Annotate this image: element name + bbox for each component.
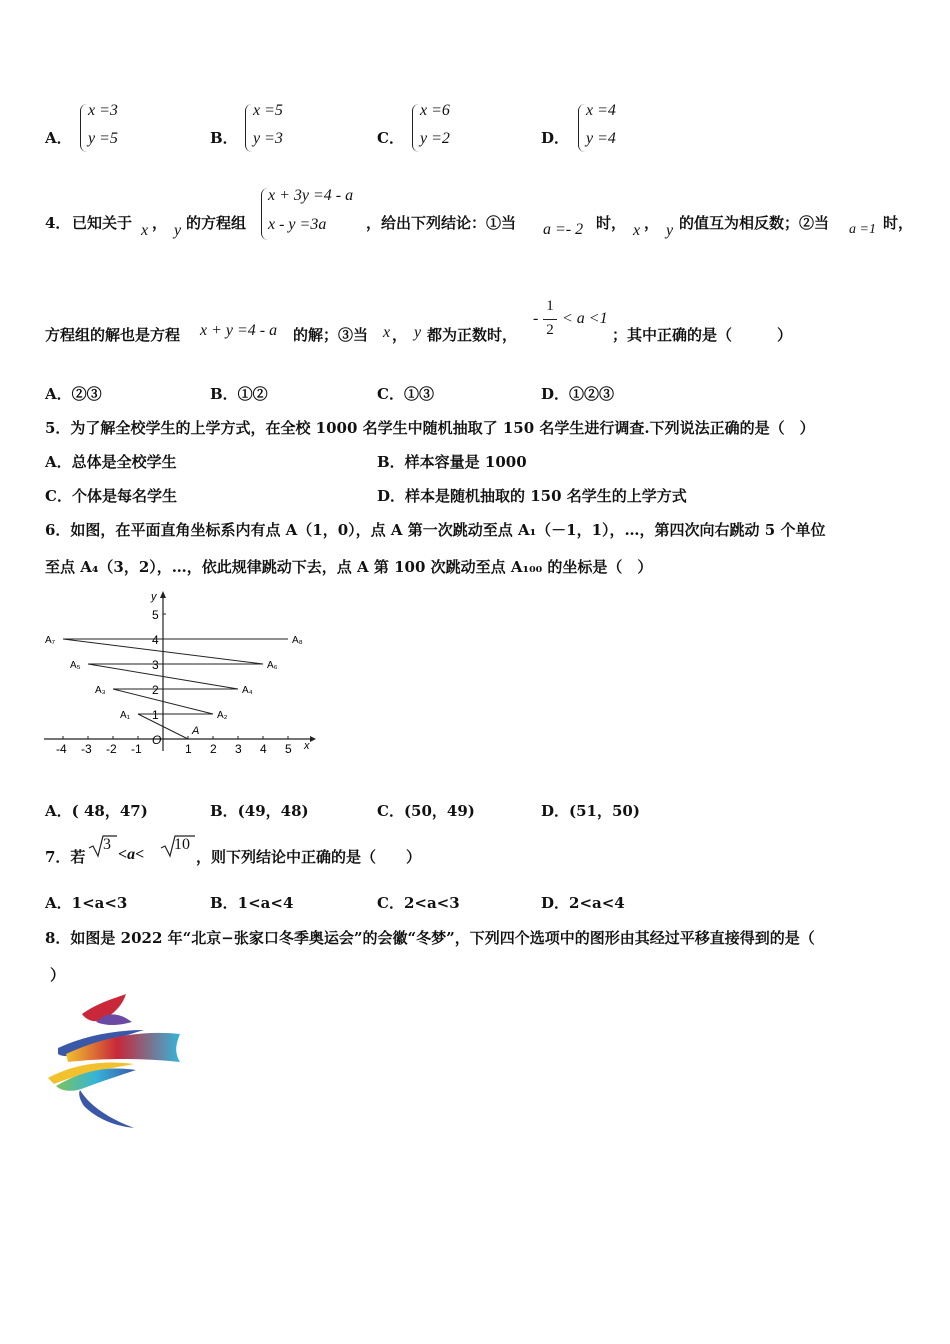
q4-ineq-num: 1 [546,298,554,314]
x-tick-label: -4 [56,742,67,756]
q4-line2-c: 都为正数时， [427,326,518,344]
q3-b-y: y =3 [253,130,283,147]
q4-cond2: a =1 [849,222,876,237]
q3-b-x: x =5 [253,102,283,119]
q8-line1: 8．如图是 2022 年“北京−张家口冬季奥运会”的会徽“冬梦”，下列四个选项中的图形由其经过平移直接得到的是（ [45,929,815,947]
q5-option-b: B．样本容量是 1000 [377,453,527,471]
q6-line1: 6．如图，在平面直角坐标系内有点 A（1，0），点 A 第一次跳动至点 A₁（－1，1），…，第四次向右跳动 5 个单位 [45,521,826,539]
q3-c-x: x =6 [420,102,450,119]
point-label-a: A [192,725,200,737]
q4-eq1: x + 3y =4 - a [268,187,354,204]
q7-radicand-1: 3 [103,836,111,853]
q3-d-x: x =4 [586,102,616,119]
q4-var-y-3: y [414,324,422,341]
x-axis-label: x [304,740,310,752]
x-tick-label: 4 [260,742,267,756]
q4-var-y-2: y [666,222,674,239]
q4-ineq-rest: < a <1 [562,310,608,327]
point-label-1: A₁ [120,710,131,721]
q3-brace-b [245,104,252,152]
point-label-6: A₆ [267,660,278,671]
x-tick-label: -1 [131,742,142,756]
q8-line2: ） [50,966,66,984]
q4-sys-label: 的方程组 [186,214,247,232]
q4-ineq-minus: - [533,310,539,327]
q3-brace-d [578,104,585,152]
point-label-8: A₈ [292,635,303,646]
point-label-3: A₃ [95,685,106,696]
q5-text: 5．为了解全校学生的上学方式，在全校 1000 名学生中随机抽取了 150 名学生进行调查.下列说法正确的是（ ） [45,419,815,437]
q7-option-b: B．1<a<4 [210,894,294,912]
q4-var-x-3: x [383,324,391,341]
y-tick-label: 4 [152,633,159,647]
q6-option-c: C．(50，49) [377,802,475,820]
q4-comma-2: ， [644,214,660,232]
q5-option-d: D．样本是随机抽取的 150 名学生的上学方式 [377,487,687,505]
q3-option-label-c: C． [377,129,404,147]
y-axis-label: y [151,591,157,603]
q5-option-a: A．总体是全校学生 [45,453,177,471]
q4-opp: 的值互为相反数；②当 [679,214,830,232]
q4-option-c: C．①③ [377,385,434,403]
q4-brace [261,188,268,240]
q3-brace-c [412,104,419,152]
x-tick-label: 5 [285,742,292,756]
x-axis-arrow [310,736,316,742]
y-axis-arrow [160,591,166,598]
q6-coordinate-chart [40,588,320,768]
x-tick-label: 1 [185,742,192,756]
q4-comma-3: ， [392,326,408,344]
q3-a-y: y =5 [88,130,118,147]
q4-eqn: x + y =4 - a [200,322,278,339]
q6-line2: 至点 A₄（3，2），…，依此规律跳动下去，点 A 第 100 次跳动至点 A₁₀₀ 的坐标是（ ） [45,558,653,576]
point-label-5: A₅ [70,660,81,671]
q4-var-x-2: x [633,222,641,239]
emblem-main-ribbon [66,1033,180,1062]
q4-var-y: y [174,222,182,239]
x-tick-label: -3 [81,742,92,756]
q4-ineq-bar [543,319,557,320]
q3-brace-a [80,104,87,152]
point-label-4: A₄ [242,685,253,696]
emblem-purple-tail [79,1090,134,1128]
q3-option-label-a: A． [45,129,72,147]
y-tick-label: 5 [152,608,159,622]
x-tick-label: -2 [106,742,117,756]
q4-eq2: x - y =3a [268,216,327,233]
q6-option-b: B．(49，48) [210,802,309,820]
q4-given: ，给出下列结论：①当 [366,214,517,232]
q4-ineq-den: 2 [546,322,554,338]
x-tick-label: 2 [210,742,217,756]
q4-option-b: B．①② [210,385,268,403]
q4-number: 4． [45,214,71,232]
q7-suffix: ，则下列结论中正确的是（ ） [196,848,422,866]
q6-option-d: D．(51，50) [541,802,640,820]
q4-option-d: D．①②③ [541,385,615,403]
point-label-2: A₂ [217,710,228,721]
q4-when: 时， [596,214,627,232]
y-tick-label: 1 [152,708,159,722]
q7-lt: <a< [118,846,145,863]
q3-a-x: x =3 [88,102,118,119]
q7-option-d: D．2<a<4 [541,894,625,912]
q4-option-a: A．②③ [45,385,102,403]
q7-radicand-2: 10 [174,836,190,853]
x-tick-label: 3 [235,742,242,756]
winter-dream-emblem-image [44,992,184,1132]
q4-cond1: a =- 2 [543,221,584,238]
q6-option-a: A．( 48，47) [45,802,148,820]
q7-option-a: A．1<a<3 [45,894,128,912]
q4-when2: 时， [883,214,914,232]
q7-prefix: 7．若 [45,848,86,866]
q3-option-label-d: D． [541,129,570,147]
q7-option-c: C．2<a<3 [377,894,460,912]
q3-d-y: y =4 [586,130,616,147]
q4-var-x: x [141,222,149,239]
q3-option-label-b: B． [210,129,238,147]
origin-label: O [152,733,162,747]
q4-line2-a: 方程组的解也是方程 [45,326,181,344]
q5-option-c: C．个体是每名学生 [45,487,177,505]
y-tick-label: 2 [152,683,159,697]
q4-comma: ， [152,214,168,232]
q4-intro: 已知关于 [72,214,133,232]
y-tick-label: 3 [152,658,159,672]
q3-c-y: y =2 [420,130,450,147]
q4-line2-d: ；其中正确的是（ ） [612,326,793,344]
q4-line2-b: 的解；③当 [293,326,369,344]
point-label-7: A₇ [45,635,56,646]
